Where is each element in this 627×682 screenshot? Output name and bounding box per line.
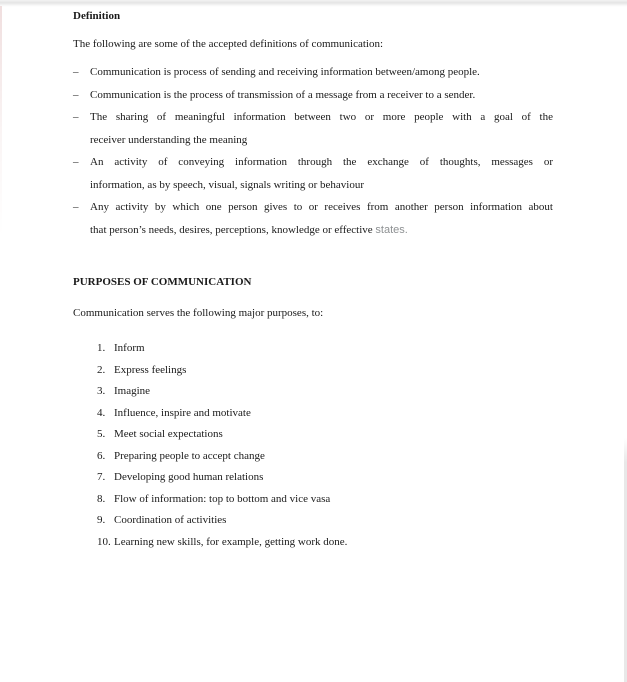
- item-number: 3.: [97, 385, 106, 397]
- definition-item-text: [90, 106, 553, 151]
- item-number: 8.: [97, 492, 106, 505]
- purpose-item: [97, 403, 553, 425]
- item-number: 9.: [97, 514, 106, 526]
- dash-marker: –: [73, 66, 79, 78]
- dash-marker: –: [73, 156, 79, 168]
- item-label: Inform: [114, 342, 145, 354]
- dash-marker: –: [73, 88, 79, 101]
- purpose-item: [97, 510, 553, 532]
- definitions-list: [73, 61, 553, 241]
- text-line: [90, 219, 553, 242]
- item-number: 5.: [97, 428, 106, 440]
- item-label: Express feelings: [114, 363, 187, 376]
- definition-item: [73, 151, 553, 196]
- definition-item: [73, 196, 553, 241]
- item-number: 2.: [97, 363, 106, 376]
- definition-heading: Definition: [73, 10, 121, 22]
- purpose-item: [97, 467, 553, 489]
- item-label: Meet social expectations: [114, 428, 223, 440]
- purpose-item: [97, 489, 553, 511]
- purpose-item: [97, 446, 553, 468]
- text-line-part: that person’s needs, desires, perceptions, knowledge or effective: [90, 223, 373, 236]
- definition-item: [73, 106, 553, 151]
- item-label: Imagine: [114, 385, 151, 397]
- purpose-item: [97, 424, 553, 446]
- purposes-intro: Communication serves the following major purposes, to:: [73, 307, 324, 319]
- dash-marker: –: [73, 201, 79, 213]
- definition-item: [73, 61, 553, 84]
- definition-intro: The following are some of the accepted definitions of communication:: [73, 38, 384, 50]
- purpose-item: [97, 360, 553, 382]
- dash-marker: –: [73, 111, 79, 123]
- definition-item-text: [90, 151, 553, 196]
- definition-item: [73, 84, 553, 107]
- purposes-heading: PURPOSES OF COMMUNICATION: [73, 276, 252, 288]
- item-number: 4.: [97, 406, 106, 419]
- item-label: Influence, inspire and motivate: [114, 406, 251, 419]
- item-number: 1.: [97, 342, 106, 354]
- purpose-item: [97, 532, 553, 554]
- text-line: An activity of conveying information through the exchange of thoughts, messages or: [90, 156, 553, 168]
- text-line: information, as by speech, visual, signals writing or behaviour: [90, 178, 365, 191]
- document-content: [73, 5, 553, 553]
- item-number: 7.: [97, 471, 106, 483]
- item-number: 10.: [97, 535, 111, 548]
- item-label: Learning new skills, for example, getting work done.: [114, 535, 348, 548]
- definition-item-text: [90, 84, 553, 107]
- definition-item-text: [90, 61, 553, 84]
- item-number: 6.: [97, 449, 106, 462]
- text-line: Communication is process of sending and receiving information between/among people.: [90, 66, 480, 78]
- text-line: Any activity by which one person gives to or receives from another person information about: [90, 201, 553, 213]
- purpose-item: [97, 381, 553, 403]
- text-line: The sharing of meaningful information between two or more people with a goal of the: [90, 111, 553, 123]
- definition-item-text: [90, 196, 553, 241]
- item-label: Developing good human relations: [114, 471, 264, 483]
- item-label: Flow of information: top to bottom and vice vasa: [114, 492, 331, 505]
- item-label: Coordination of activities: [114, 514, 227, 526]
- text-line: Communication is the process of transmission of a message from a receiver to a sender.: [90, 88, 476, 101]
- purposes-list: [97, 338, 553, 553]
- text-line: receiver understanding the meaning: [90, 133, 248, 146]
- item-label: Preparing people to accept change: [114, 449, 265, 462]
- muted-word: states.: [375, 223, 408, 236]
- purpose-item: [97, 338, 553, 360]
- page-left-edge: [0, 6, 2, 236]
